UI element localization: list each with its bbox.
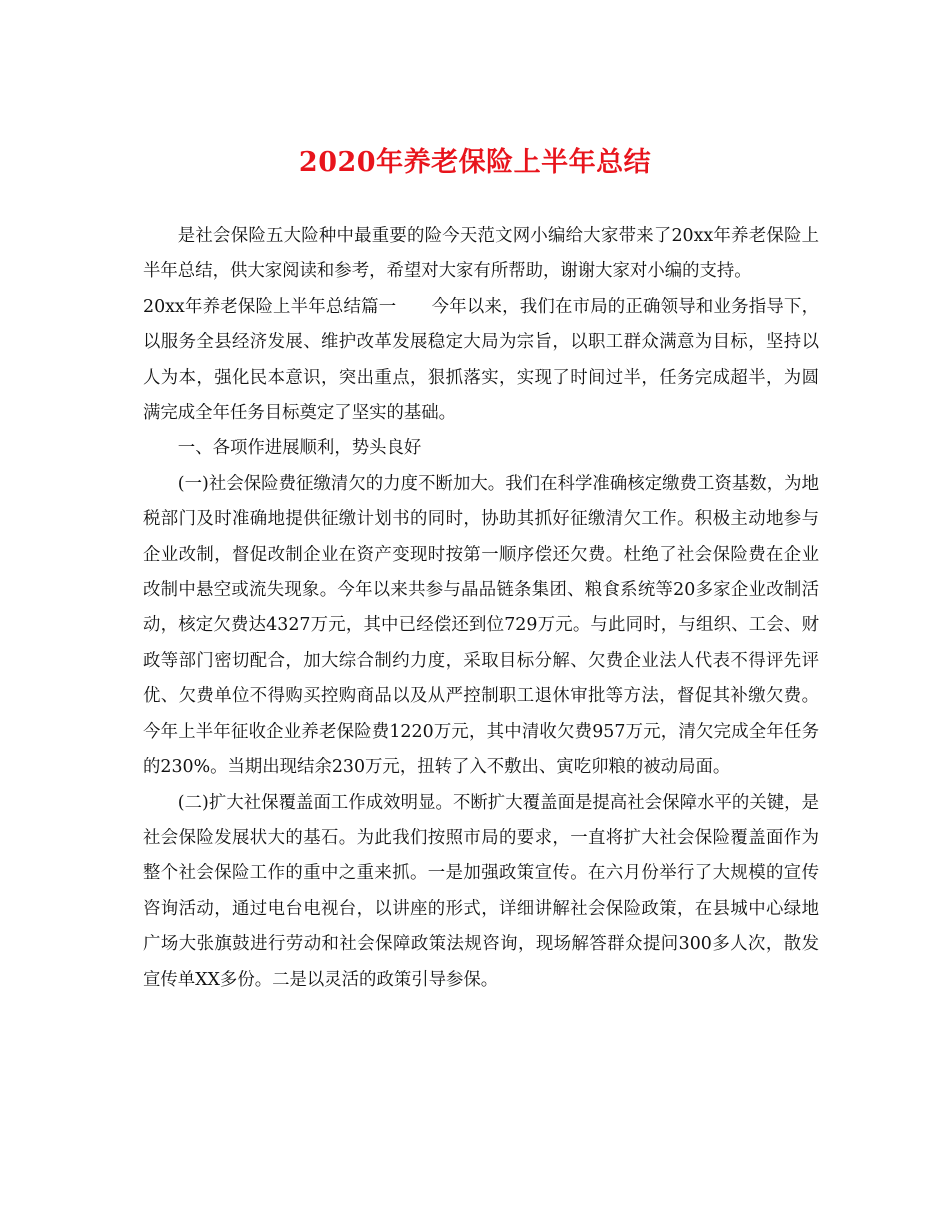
paragraph-intro: 是社会保险五大险种中最重要的险今天范文网小编给大家带来了20xx年养老保险上半年总结，供大家阅读和参考，希望对大家有所帮助，谢谢大家对小编的支持。 (143, 226, 819, 282)
paragraph-section-one: 20xx年养老保险上半年总结篇一 今年以来，我们在市局的正确领导和业务指导下，以服务全县经济发展、维护改革发展稳定大局为宗旨，以职工群众满意为目标，坚持以人为本，强化民本意识，突出重点，狠抓落实，实现了时间过半，任务完成超半，为圆满完成全年任务目标奠定了坚实的基础。 (143, 296, 819, 424)
section-heading: 一、各项作进展顺利，势头良好 (177, 438, 422, 459)
paragraph-collection: (一)社会保险费征缴清欠的力度不断加大。我们在科学准确核定缴费工资基数，为地税部门及时准确地提供征缴计划书的同时，协助其抓好征缴清欠工作。积极主动地参与企业改制，督促改制企业在资产变现时按第一顺序偿还欠费。杜绝了社会保险费在企业改制中悬空或流失现象。今年以来共参与晶品链条集团、粮食系统等20多家企业改制活动，核定欠费达4327万元，其中已经偿还到位729万元。与此同时，与组织、工会、财政等部门密切配合，加大综合制约力度，采取目标分解、欠费企业法人代表不得评先评优、欠费单位不得购买控购商品以及从严控制职工退休审批等方法，督促其补缴欠费。今年上半年征收企业养老保险费1220万元，其中清收欠费957万元，清欠完成全年任务的230%。当期出现结余230万元，扭转了入不敷出、寅吃卯粮的被动局面。 (143, 473, 819, 778)
document-body (143, 219, 819, 998)
paragraph-coverage: (二)扩大社保覆盖面工作成效明显。不断扩大覆盖面是提高社会保障水平的关键，是社会保险发展状大的基石。为此我们按照市局的要求，一直将扩大社会保险覆盖面作为整个社会保险工作的重中之重来抓。一是加强政策宣传。在六月份举行了大规模的宣传咨询活动，通过电台电视台，以讲座的形式，详细讲解社会保险政策，在县城中心绿地广场大张旗鼓进行劳动和社会保障政策法规咨询，现场解答群众提问300多人次，散发宣传单XX多份。二是以灵活的政策引导参保。 (143, 792, 819, 990)
document-title: 2020年养老保险上半年总结 (298, 147, 652, 178)
